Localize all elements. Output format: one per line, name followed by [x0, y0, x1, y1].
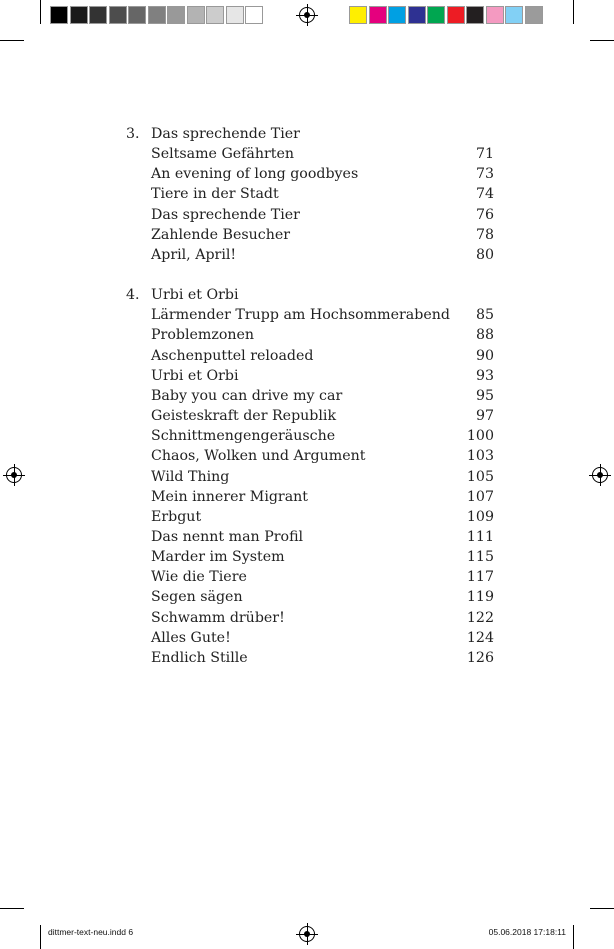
- color-swatch: [486, 6, 504, 24]
- entry-page: 122: [466, 609, 494, 626]
- entry-page: 124: [466, 629, 494, 646]
- registration-mark-icon: [592, 467, 608, 483]
- entry-page: 115: [466, 549, 494, 566]
- color-swatch: [388, 6, 406, 24]
- color-swatch: [167, 6, 185, 24]
- crop-mark: [573, 0, 574, 24]
- entry-page: 76: [475, 206, 494, 223]
- entry-page: 109: [466, 508, 494, 525]
- color-swatch: [187, 6, 205, 24]
- color-swatch: [89, 6, 107, 24]
- entry-title: Marder im System: [151, 549, 285, 566]
- entry-page: 71: [475, 146, 494, 163]
- crop-mark: [0, 40, 24, 41]
- toc-entry: [126, 305, 494, 325]
- entry-title: Das sprechende Tier: [151, 206, 300, 223]
- toc-entry: [126, 386, 494, 406]
- entry-title: Seltsame Gefährten: [151, 146, 295, 163]
- toc-entry: [126, 325, 494, 345]
- entry-title: Wild Thing: [151, 468, 230, 485]
- entry-page: 119: [466, 589, 494, 606]
- entry-title: Erbgut: [151, 508, 202, 525]
- entry-page: 78: [475, 226, 494, 243]
- crop-mark: [40, 0, 41, 24]
- entry-title: Schwamm drüber!: [151, 609, 285, 626]
- toc-entry: [126, 245, 494, 265]
- registration-mark-icon: [299, 7, 315, 23]
- color-swatch: [427, 6, 445, 24]
- color-swatch: [447, 6, 465, 24]
- toc-entry: [126, 648, 494, 668]
- chapter-number: 4.: [126, 287, 140, 304]
- toc-entry: [126, 225, 494, 245]
- entry-title: Baby you can drive my car: [151, 387, 343, 404]
- entry-title: Schnittmengengeräusche: [151, 428, 336, 445]
- entry-title: Endlich Stille: [151, 649, 248, 666]
- toc-entry: [126, 527, 494, 547]
- toc-entry: [126, 144, 494, 164]
- entry-page: 85: [475, 307, 494, 324]
- color-swatch: [148, 6, 166, 24]
- entry-title: Das nennt man Profil: [151, 528, 304, 545]
- registration-mark-icon: [6, 467, 22, 483]
- color-swatch: [206, 6, 224, 24]
- color-swatch: [245, 6, 263, 24]
- chapter-title: Das sprechende Tier: [151, 126, 300, 142]
- color-swatch: [128, 6, 146, 24]
- color-swatch: [369, 6, 387, 24]
- toc-entry: [126, 587, 494, 607]
- entry-title: Chaos, Wolken und Argument: [151, 448, 366, 465]
- entry-title: April, April!: [151, 246, 237, 263]
- color-swatch: [466, 6, 484, 24]
- entry-title: Aschenputtel reloaded: [151, 347, 314, 364]
- color-swatch: [408, 6, 426, 24]
- entry-title: Tiere in der Stadt: [151, 186, 279, 203]
- color-swatch: [525, 6, 543, 24]
- toc-entry: [126, 487, 494, 507]
- entry-title: Lärmender Trupp am Hochsommerabend: [151, 307, 450, 324]
- toc-entry: [126, 164, 494, 184]
- entry-page: 80: [475, 246, 494, 263]
- toc-entry: [126, 507, 494, 527]
- entry-page: 97: [475, 408, 494, 425]
- toc-chapter: [126, 285, 494, 668]
- crop-mark: [590, 40, 614, 41]
- color-swatch: [50, 6, 68, 24]
- toc-entry: [126, 567, 494, 587]
- entry-page: 117: [466, 569, 494, 586]
- toc-entry: [126, 406, 494, 426]
- crop-mark: [573, 925, 574, 949]
- entry-title: Mein innerer Migrant: [151, 488, 309, 505]
- toc-chapter: [126, 124, 494, 265]
- color-swatch: [70, 6, 88, 24]
- entry-page: 93: [475, 367, 494, 384]
- toc-entry: [126, 366, 494, 386]
- chapter-number: 3.: [126, 126, 140, 142]
- toc-entry: [126, 628, 494, 648]
- registration-mark-icon: [299, 926, 315, 942]
- crop-mark: [590, 908, 614, 909]
- slug-timestamp: 05.06.2018 17:18:11: [488, 927, 566, 937]
- entry-title: Urbi et Orbi: [151, 367, 239, 384]
- color-swatch: [349, 6, 367, 24]
- entry-page: 90: [475, 347, 494, 364]
- crop-mark: [40, 925, 41, 949]
- toc-entry: [126, 426, 494, 446]
- entry-title: Geisteskraft der Republik: [151, 408, 337, 425]
- entry-page: 126: [466, 649, 494, 666]
- entry-title: Alles Gute!: [151, 629, 231, 646]
- entry-title: Wie die Tiere: [151, 569, 247, 586]
- toc-entry: [126, 205, 494, 225]
- color-swatch: [505, 6, 523, 24]
- entry-page: 88: [475, 327, 494, 344]
- chapter-heading: [126, 285, 494, 305]
- entry-title: Zahlende Besucher: [151, 226, 291, 243]
- toc-entry: [126, 446, 494, 466]
- entry-page: 100: [466, 428, 494, 445]
- toc-entry: [126, 346, 494, 366]
- table-of-contents: [126, 124, 494, 668]
- entry-title: Problemzonen: [151, 327, 255, 344]
- crop-mark: [0, 908, 24, 909]
- chapter-title: Urbi et Orbi: [151, 287, 239, 304]
- entry-title: Segen sägen: [151, 589, 243, 606]
- entry-page: 73: [475, 166, 494, 183]
- entry-page: 111: [466, 528, 494, 545]
- color-swatch: [226, 6, 244, 24]
- chapter-heading: [126, 124, 494, 144]
- entry-page: 105: [466, 468, 494, 485]
- entry-title: An evening of long goodbyes: [151, 166, 359, 183]
- toc-entry: [126, 608, 494, 628]
- slug-filename: dittmer-text-neu.indd 6: [48, 927, 134, 937]
- toc-entry: [126, 547, 494, 567]
- entry-page: 103: [466, 448, 494, 465]
- toc-entry: [126, 184, 494, 204]
- entry-page: 95: [475, 387, 494, 404]
- color-swatch: [109, 6, 127, 24]
- toc-entry: [126, 467, 494, 487]
- entry-page: 107: [466, 488, 494, 505]
- entry-page: 74: [475, 186, 494, 203]
